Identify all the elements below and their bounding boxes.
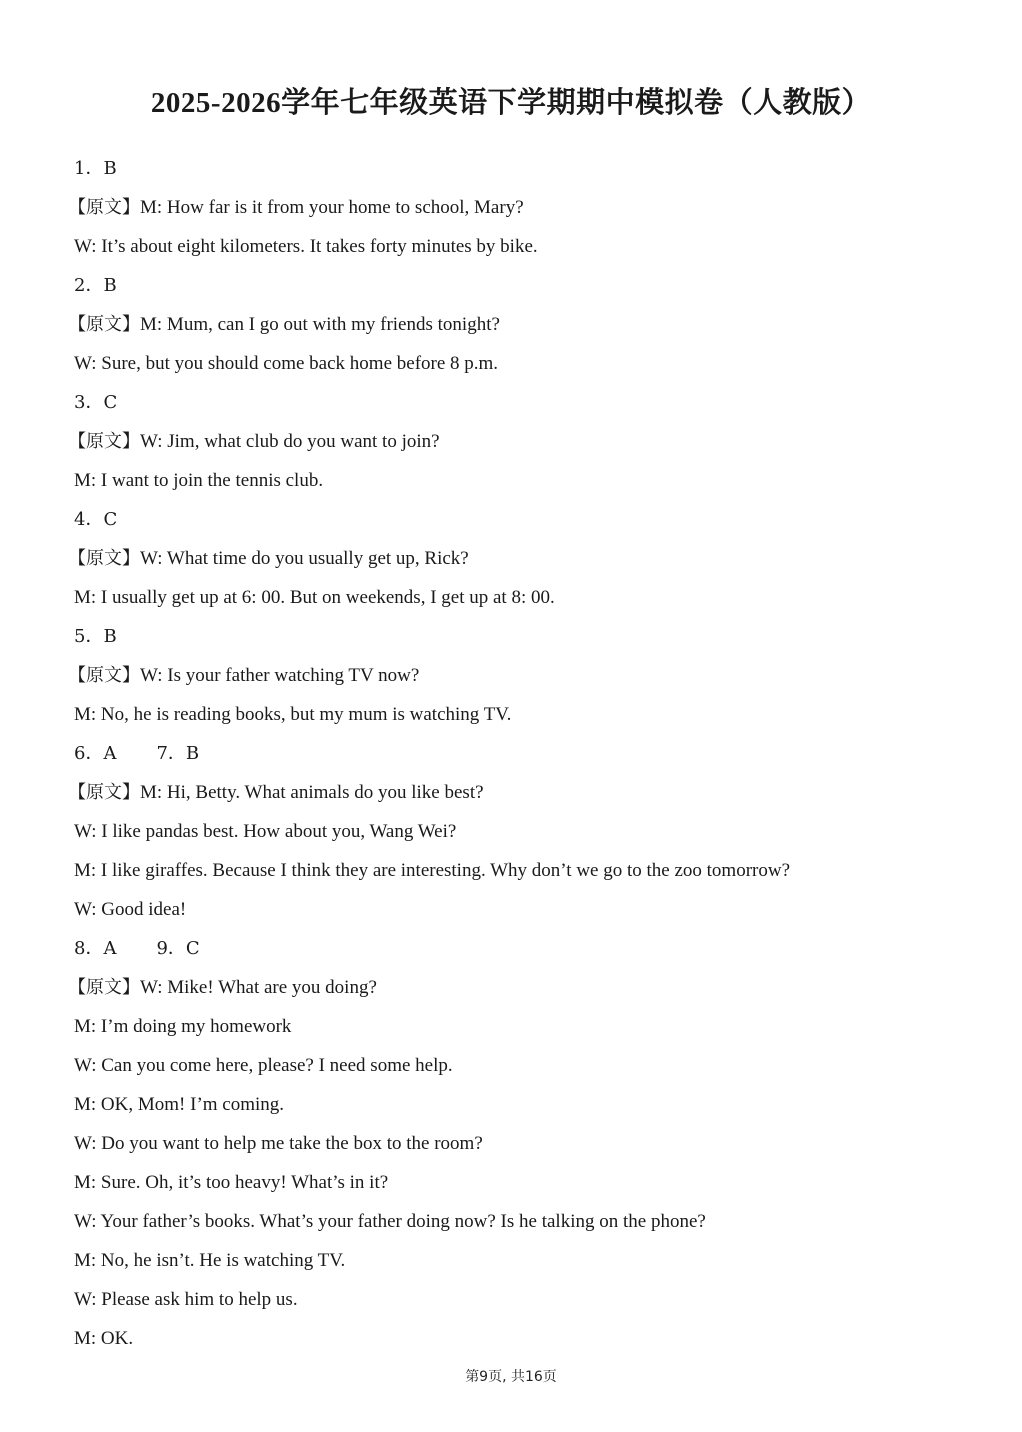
answer-line: [74, 149, 974, 188]
transcript-start-line: [68, 773, 974, 812]
transcript-text: W: Good idea!: [74, 899, 187, 920]
transcript-text: M: How far is it from your home to school, Mary?: [140, 197, 524, 218]
answer-line: [74, 617, 974, 656]
transcript-text: M: Sure. Oh, it’s too heavy! What’s in it?: [74, 1172, 389, 1193]
answer-line: [74, 383, 974, 422]
transcript-text: M: I usually get up at 6: 00. But on weekends, I get up at 8: 00.: [74, 587, 555, 608]
transcript-text: W: Your father’s books. What’s your father doing now? Is he talking on the phone?: [74, 1211, 706, 1232]
page-title: 2025-2026学年七年级英语下学期期中模拟卷（人教版）: [150, 87, 872, 119]
transcript-tag: 【原文】: [68, 548, 140, 569]
transcript-text: M: No, he is reading books, but my mum is watching TV.: [74, 704, 512, 725]
transcript-text: W: Please ask him to help us.: [74, 1289, 298, 1310]
transcript-line: [74, 578, 974, 617]
answer-line: [74, 500, 974, 539]
transcript-line: [74, 1007, 974, 1046]
document-body: [68, 149, 974, 1358]
answer-line: [74, 266, 974, 305]
transcript-tag: 【原文】: [68, 782, 140, 803]
transcript-text: W: Do you want to help me take the box to the room?: [74, 1133, 483, 1154]
transcript-text: W: Can you come here, please? I need some help.: [74, 1055, 453, 1076]
transcript-start-line: [68, 968, 974, 1007]
transcript-tag: 【原文】: [68, 431, 140, 452]
transcript-line: [74, 1124, 974, 1163]
answer-key: 9．C: [156, 938, 200, 959]
transcript-text: M: I want to join the tennis club.: [74, 470, 324, 491]
answer-key: 7．B: [156, 743, 200, 764]
answer-key: 8．A: [74, 938, 117, 959]
transcript-line: [74, 1241, 974, 1280]
answer-line: [74, 734, 974, 773]
transcript-start-line: [68, 422, 974, 461]
transcript-line: [74, 812, 974, 851]
transcript-text: W: What time do you usually get up, Rick?: [140, 548, 469, 569]
transcript-text: W: Mike! What are you doing?: [140, 977, 377, 998]
transcript-line: [74, 890, 974, 929]
transcript-line: [74, 695, 974, 734]
transcript-line: [74, 1280, 974, 1319]
answer-line: [74, 929, 974, 968]
transcript-line: [74, 851, 974, 890]
transcript-line: [74, 461, 974, 500]
transcript-start-line: [68, 305, 974, 344]
transcript-line: [74, 227, 974, 266]
answer-key: 6．A: [74, 743, 117, 764]
transcript-line: [74, 1319, 974, 1358]
answer-key: 1．B: [74, 158, 117, 179]
answer-key: 5．B: [74, 626, 117, 647]
answer-key: 4．C: [74, 509, 118, 530]
transcript-tag: 【原文】: [68, 977, 140, 998]
transcript-start-line: [68, 188, 974, 227]
transcript-start-line: [68, 539, 974, 578]
transcript-text: M: OK.: [74, 1328, 134, 1349]
transcript-line: [74, 1046, 974, 1085]
transcript-text: W: Jim, what club do you want to join?: [140, 431, 440, 452]
transcript-tag: 【原文】: [68, 197, 140, 218]
transcript-text: M: Mum, can I go out with my friends tonight?: [140, 314, 500, 335]
transcript-line: [74, 1163, 974, 1202]
transcript-tag: 【原文】: [68, 314, 140, 335]
page-footer: 第9页, 共16页: [465, 1369, 557, 1385]
transcript-line: [74, 1085, 974, 1124]
transcript-tag: 【原文】: [68, 665, 140, 686]
transcript-text: M: OK, Mom! I’m coming.: [74, 1094, 285, 1115]
transcript-text: W: Is your father watching TV now?: [140, 665, 420, 686]
transcript-start-line: [68, 656, 974, 695]
transcript-text: W: It’s about eight kilometers. It takes forty minutes by bike.: [74, 236, 538, 257]
answer-key: 2．B: [74, 275, 117, 296]
transcript-text: W: Sure, but you should come back home before 8 p.m.: [74, 353, 499, 374]
transcript-text: W: I like pandas best. How about you, Wang Wei?: [74, 821, 457, 842]
transcript-line: [74, 1202, 974, 1241]
transcript-line: [74, 344, 974, 383]
answer-key: 3．C: [74, 392, 118, 413]
transcript-text: M: Hi, Betty. What animals do you like best?: [140, 782, 484, 803]
transcript-text: M: No, he isn’t. He is watching TV.: [74, 1250, 346, 1271]
transcript-text: M: I like giraffes. Because I think they are interesting. Why don’t we go to the zoo tomorrow?: [74, 860, 791, 881]
transcript-text: M: I’m doing my homework: [74, 1016, 292, 1037]
